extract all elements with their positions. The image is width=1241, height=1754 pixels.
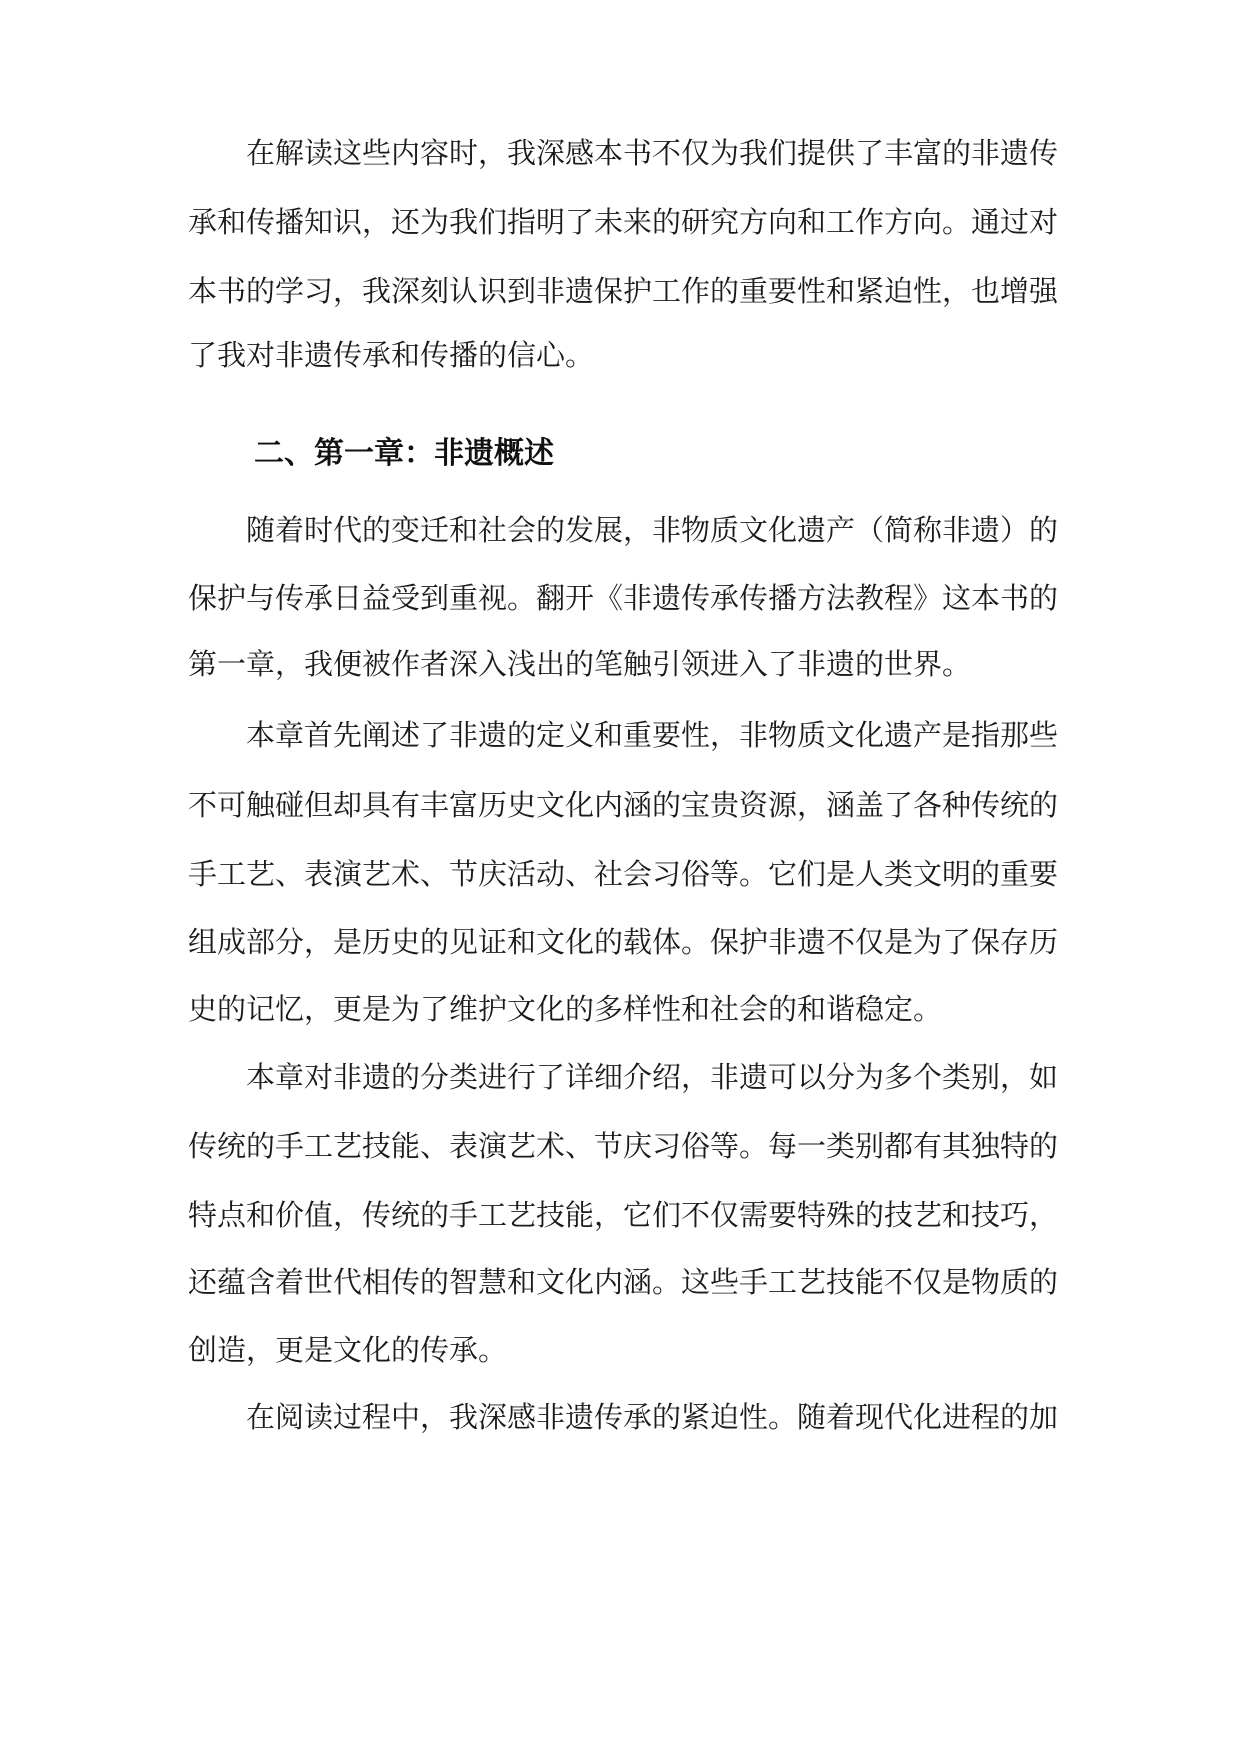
paragraph-line: 创造，更是文化的传承。 xyxy=(188,1333,508,1367)
paragraph-line: 组成部分，是历史的见证和文化的载体。保护非遗不仅是为了保存历 xyxy=(188,925,1059,959)
section-heading: 二、第一章：非遗概述 xyxy=(254,436,554,471)
paragraph-line: 本章对非遗的分类进行了详细介绍，非遗可以分为多个类别，如 xyxy=(246,1060,1059,1094)
paragraph-line: 传统的手工艺技能、表演艺术、节庆习俗等。每一类别都有其独特的 xyxy=(188,1129,1059,1163)
paragraph-line: 保护与传承日益受到重视。翻开《非遗传承传播方法教程》这本书的 xyxy=(188,581,1059,615)
paragraph-line: 在阅读过程中，我深感非遗传承的紧迫性。随着现代化进程的加 xyxy=(246,1400,1059,1434)
paragraph-line: 了我对非遗传承和传播的信心。 xyxy=(188,338,595,372)
paragraph-line: 在解读这些内容时，我深感本书不仅为我们提供了丰富的非遗传 xyxy=(246,136,1059,170)
paragraph-line: 史的记忆，更是为了维护文化的多样性和社会的和谐稳定。 xyxy=(188,992,943,1026)
paragraph-line: 本书的学习，我深刻认识到非遗保护工作的重要性和紧迫性，也增强 xyxy=(188,274,1059,308)
paragraph-line: 第一章，我便被作者深入浅出的笔触引领进入了非遗的世界。 xyxy=(188,647,972,681)
paragraph-line: 还蕴含着世代相传的智慧和文化内涵。这些手工艺技能不仅是物质的 xyxy=(188,1265,1059,1299)
paragraph-line: 特点和价值，传统的手工艺技能，它们不仅需要特殊的技艺和技巧， xyxy=(188,1198,1059,1232)
paragraph-line: 随着时代的变迁和社会的发展，非物质文化遗产（简称非遗）的 xyxy=(246,513,1059,547)
paragraph-line: 手工艺、表演艺术、节庆活动、社会习俗等。它们是人类文明的重要 xyxy=(188,857,1059,891)
paragraph-line: 承和传播知识，还为我们指明了未来的研究方向和工作方向。通过对 xyxy=(188,205,1059,239)
paragraph-line: 不可触碰但却具有丰富历史文化内涵的宝贵资源，涵盖了各种传统的 xyxy=(188,788,1059,822)
paragraph-line: 本章首先阐述了非遗的定义和重要性，非物质文化遗产是指那些 xyxy=(246,718,1059,752)
